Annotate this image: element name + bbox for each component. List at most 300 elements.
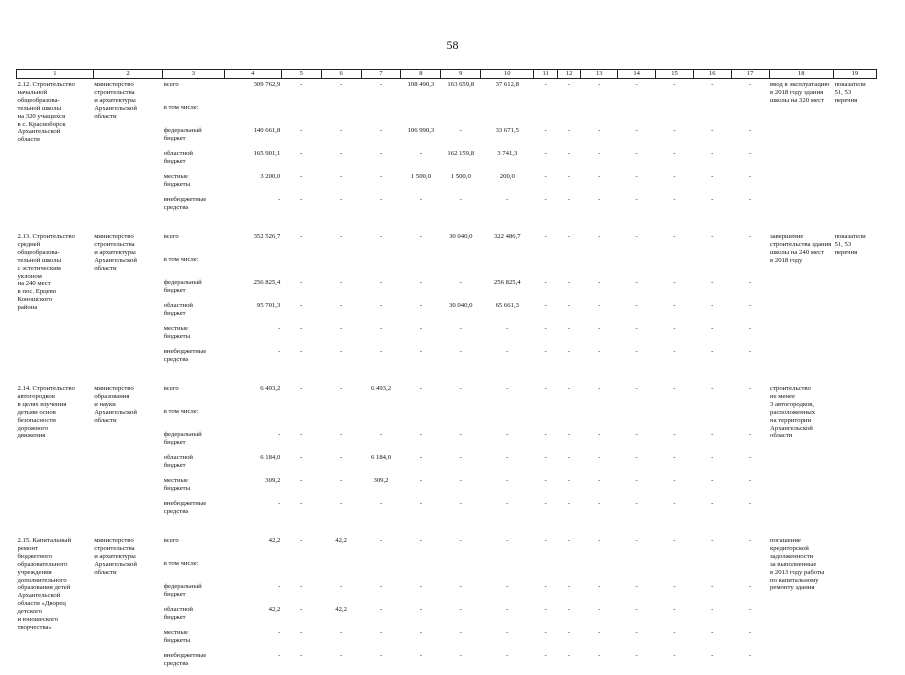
value-cell-col-10: - (506, 477, 509, 484)
funding-source-cell: всего (163, 537, 179, 544)
value-cell-col-11 (534, 256, 558, 279)
value-cell-col-17: - (748, 127, 752, 134)
value-cell-col-4: 95 701,3 (256, 302, 281, 309)
value-cell-col-15: - (673, 652, 676, 659)
value-cell-col-13: - (598, 606, 601, 613)
value-cell-col-6: - (340, 279, 343, 286)
value-cell-col-4: - (278, 583, 281, 590)
column-number-13: 13 (581, 70, 618, 79)
value-cell-col-11: - (544, 629, 547, 636)
value-cell-col-4: 140 661,8 (253, 127, 281, 134)
value-cell-col-8 (401, 408, 441, 431)
value-cell-col-4: - (278, 196, 281, 203)
column-number-18: 18 (769, 70, 833, 79)
value-cell-col-14: - (635, 81, 638, 88)
value-cell-col-10: - (506, 431, 509, 438)
column-number-11: 11 (534, 70, 558, 79)
funding-source-cell: всего (163, 81, 179, 88)
value-cell-col-7: - (379, 279, 383, 286)
value-cell-col-15: - (673, 629, 676, 636)
value-cell-col-13: - (598, 431, 601, 438)
value-cell-col-5: - (300, 150, 303, 157)
value-cell-col-13: - (598, 583, 601, 590)
value-cell-col-12: - (568, 431, 571, 438)
section-spacer (17, 371, 877, 383)
value-cell-col-17: - (748, 652, 752, 659)
indicator-reference-cell (833, 535, 876, 675)
funding-source-cell: в том числе: (163, 256, 199, 263)
value-cell-col-6: - (340, 127, 343, 134)
value-cell-col-16: - (711, 606, 714, 613)
value-cell-col-12: - (568, 537, 571, 544)
value-cell-col-11 (534, 408, 558, 431)
column-number-16: 16 (693, 70, 731, 79)
value-cell-col-5: - (300, 454, 303, 461)
value-cell-col-9: - (459, 652, 462, 659)
value-cell-col-17: - (748, 431, 752, 438)
value-cell-col-15: - (673, 431, 676, 438)
value-cell-col-4: 6 493,2 (260, 385, 281, 392)
value-cell-col-6: 42,2 (335, 537, 347, 544)
funding-source-cell: местные бюджеты (163, 477, 191, 492)
value-cell-col-15: - (673, 173, 676, 180)
value-cell-col-5 (281, 256, 321, 279)
value-cell-col-6: - (340, 652, 343, 659)
value-cell-col-9: - (459, 279, 462, 286)
value-cell-col-11: - (544, 454, 547, 461)
value-cell-col-6: - (340, 385, 343, 392)
value-cell-col-16: - (711, 454, 714, 461)
table-row (17, 79, 877, 105)
value-cell-col-10 (481, 256, 534, 279)
value-cell-col-13: - (598, 81, 601, 88)
value-cell-col-6: - (340, 150, 343, 157)
value-cell-col-14: - (635, 127, 638, 134)
value-cell-col-17: - (748, 302, 752, 309)
expected-result-cell: завершение строительства здания школы на 240 мест в 2018 году (770, 233, 832, 264)
value-cell-col-16: - (711, 629, 714, 636)
value-cell-col-15: - (673, 385, 676, 392)
program-budget-table (16, 69, 877, 675)
value-cell-col-6: - (340, 348, 343, 355)
value-cell-col-6: - (340, 583, 343, 590)
value-cell-col-16: - (711, 325, 714, 332)
value-cell-col-12: - (568, 500, 571, 507)
value-cell-col-14: - (635, 606, 638, 613)
value-cell-col-5: - (300, 81, 303, 88)
column-number-15: 15 (656, 70, 694, 79)
value-cell-col-16: - (711, 233, 714, 240)
value-cell-col-16: - (711, 500, 714, 507)
column-number-3: 3 (163, 70, 224, 79)
value-cell-col-11: - (544, 652, 547, 659)
value-cell-col-9: - (459, 127, 462, 134)
value-cell-col-13: - (598, 173, 601, 180)
funding-source-cell: внебюджетные средства (163, 652, 207, 667)
value-cell-col-17: - (748, 348, 752, 355)
value-cell-col-12: - (568, 196, 571, 203)
value-cell-col-11: - (544, 233, 547, 240)
value-cell-col-7: - (379, 652, 383, 659)
value-cell-col-16: - (711, 385, 714, 392)
expected-result-cell: ввод в эксплуатацию в 2018 году здания школы на 320 мест (770, 81, 830, 104)
value-cell-col-5: - (300, 477, 303, 484)
value-cell-col-17: - (748, 454, 752, 461)
value-cell-col-4: 256 825,4 (253, 279, 281, 286)
responsible-executor-cell: министерство строительства и архитектуры Архангельской области (94, 537, 137, 576)
value-cell-col-10 (481, 560, 534, 583)
value-cell-col-8: - (419, 348, 422, 355)
value-cell-col-7: - (379, 431, 383, 438)
value-cell-col-7: - (379, 500, 383, 507)
value-cell-col-5: - (300, 652, 303, 659)
value-cell-col-14: - (635, 196, 638, 203)
page-number: 58 (446, 38, 459, 52)
value-cell-col-6: - (340, 500, 343, 507)
value-cell-col-7: - (379, 606, 383, 613)
value-cell-col-6 (321, 256, 361, 279)
value-cell-col-5: - (300, 385, 303, 392)
value-cell-col-7: - (379, 537, 383, 544)
value-cell-col-6: - (340, 629, 343, 636)
value-cell-col-6 (321, 104, 361, 127)
value-cell-col-14: - (635, 325, 638, 332)
value-cell-col-14: - (635, 279, 638, 286)
value-cell-col-15: - (673, 454, 676, 461)
column-number-row (17, 70, 877, 79)
value-cell-col-12 (557, 560, 581, 583)
value-cell-col-15: - (673, 81, 676, 88)
value-cell-col-11: - (544, 127, 547, 134)
project-name-cell: 2.14. Строительство автогородков в целях изучения детьми основ безопасности дорожного движения (17, 385, 75, 440)
value-cell-col-14: - (635, 500, 638, 507)
value-cell-col-9: - (459, 325, 462, 332)
responsible-executor-cell: министерство образования и науки Архангельской области (94, 385, 137, 424)
value-cell-col-9 (441, 104, 481, 127)
value-cell-col-11: - (544, 385, 547, 392)
funding-source-cell: всего (163, 233, 179, 240)
value-cell-col-12: - (568, 629, 571, 636)
value-cell-col-12: - (568, 325, 571, 332)
funding-source-cell: федеральный бюджет (163, 431, 202, 446)
value-cell-col-15: - (673, 325, 676, 332)
value-cell-col-5: - (300, 196, 303, 203)
value-cell-col-6 (321, 560, 361, 583)
value-cell-col-15: - (673, 196, 676, 203)
value-cell-col-16: - (711, 81, 714, 88)
value-cell-col-4: - (278, 652, 281, 659)
value-cell-col-10: - (506, 325, 509, 332)
value-cell-col-6: - (340, 454, 343, 461)
expected-result-cell: строительство не менее 3 автогородков, расположенных на территории Архангельской области (770, 385, 816, 440)
value-cell-col-9: 162 159,8 (447, 150, 475, 157)
value-cell-col-17 (731, 408, 769, 431)
value-cell-col-14 (618, 408, 656, 431)
indicator-reference-cell: показатели 51, 53 перечня (834, 81, 866, 104)
funding-source-cell: всего (163, 385, 179, 392)
value-cell-col-12: - (568, 583, 571, 590)
value-cell-col-17: - (748, 583, 752, 590)
value-cell-col-7: - (379, 348, 383, 355)
value-cell-col-10: 65 661,3 (495, 302, 519, 309)
value-cell-col-17 (731, 560, 769, 583)
value-cell-col-5: - (300, 279, 303, 286)
value-cell-col-8: - (419, 652, 422, 659)
value-cell-col-13: - (598, 279, 601, 286)
value-cell-col-17: - (748, 537, 752, 544)
value-cell-col-6: 42,2 (335, 606, 347, 613)
value-cell-col-16: - (711, 196, 714, 203)
value-cell-col-9: - (459, 537, 462, 544)
value-cell-col-9: - (459, 629, 462, 636)
value-cell-col-4: 165 901,1 (253, 150, 281, 157)
value-cell-col-6: - (340, 173, 343, 180)
value-cell-col-5: - (300, 127, 303, 134)
value-cell-col-11: - (544, 477, 547, 484)
value-cell-col-11: - (544, 500, 547, 507)
funding-source-cell: федеральный бюджет (163, 127, 202, 142)
value-cell-col-7: - (379, 127, 383, 134)
value-cell-col-15: - (673, 279, 676, 286)
value-cell-col-13: - (598, 302, 601, 309)
value-cell-col-17: - (748, 150, 752, 157)
value-cell-col-11: - (544, 150, 547, 157)
value-cell-col-14 (618, 560, 656, 583)
value-cell-col-10 (481, 408, 534, 431)
value-cell-col-9: - (459, 196, 462, 203)
value-cell-col-13: - (598, 500, 601, 507)
column-number-7: 7 (361, 70, 401, 79)
value-cell-col-10: - (506, 454, 509, 461)
value-cell-col-8: - (419, 233, 422, 240)
value-cell-col-11: - (544, 302, 547, 309)
value-cell-col-7: - (379, 150, 383, 157)
value-cell-col-14: - (635, 537, 638, 544)
value-cell-col-8: - (419, 629, 422, 636)
value-cell-col-9: 30 040,0 (449, 233, 473, 240)
column-number-1: 1 (17, 70, 94, 79)
value-cell-col-10: - (506, 583, 509, 590)
value-cell-col-4 (224, 104, 281, 127)
value-cell-col-4: - (278, 348, 281, 355)
value-cell-col-10: - (506, 652, 509, 659)
value-cell-col-14 (618, 256, 656, 279)
value-cell-col-13: - (598, 385, 601, 392)
value-cell-col-8 (401, 560, 441, 583)
value-cell-col-8: - (419, 196, 422, 203)
column-number-12: 12 (557, 70, 581, 79)
value-cell-col-6: - (340, 431, 343, 438)
value-cell-col-13: - (598, 652, 601, 659)
value-cell-col-11: - (544, 431, 547, 438)
value-cell-col-6: - (340, 325, 343, 332)
value-cell-col-16: - (711, 348, 714, 355)
column-number-8: 8 (401, 70, 441, 79)
value-cell-col-10: 200,0 (499, 173, 515, 180)
value-cell-col-13: - (598, 196, 601, 203)
value-cell-col-4: - (278, 629, 281, 636)
value-cell-col-15 (656, 560, 694, 583)
value-cell-col-5 (281, 560, 321, 583)
value-cell-col-9: 163 659,8 (447, 81, 475, 88)
value-cell-col-16 (693, 104, 731, 127)
value-cell-col-10: 322 486,7 (493, 233, 521, 240)
project-name-cell: 2.12. Строительство начальной общеобразова- тельной школы на 320 учащихся в с. Красноборск Архангельской области (17, 81, 75, 144)
value-cell-col-6: - (340, 477, 343, 484)
indicator-reference-cell (833, 383, 876, 523)
value-cell-col-14: - (635, 173, 638, 180)
value-cell-col-9 (441, 256, 481, 279)
value-cell-col-13: - (598, 454, 601, 461)
value-cell-col-5: - (300, 173, 303, 180)
value-cell-col-13: - (598, 348, 601, 355)
value-cell-col-12: - (568, 606, 571, 613)
value-cell-col-11: - (544, 348, 547, 355)
value-cell-col-4: 6 184,0 (260, 454, 281, 461)
value-cell-col-8: - (419, 583, 422, 590)
value-cell-col-12: - (568, 454, 571, 461)
value-cell-col-11: - (544, 325, 547, 332)
value-cell-col-17: - (748, 196, 752, 203)
funding-source-cell: внебюджетные средства (163, 348, 207, 363)
value-cell-col-16: - (711, 279, 714, 286)
value-cell-col-14: - (635, 652, 638, 659)
value-cell-col-7: - (379, 629, 383, 636)
value-cell-col-16 (693, 560, 731, 583)
value-cell-col-15: - (673, 348, 676, 355)
value-cell-col-17: - (748, 325, 752, 332)
value-cell-col-11 (534, 104, 558, 127)
value-cell-col-15 (656, 104, 694, 127)
value-cell-col-17 (731, 256, 769, 279)
section-spacer (17, 219, 877, 231)
value-cell-col-17: - (748, 500, 752, 507)
value-cell-col-14: - (635, 302, 638, 309)
value-cell-col-17: - (748, 385, 752, 392)
value-cell-col-9 (441, 408, 481, 431)
value-cell-col-8 (401, 104, 441, 127)
value-cell-col-13 (581, 560, 618, 583)
value-cell-col-15: - (673, 500, 676, 507)
value-cell-col-5: - (300, 431, 303, 438)
value-cell-col-16: - (711, 127, 714, 134)
column-number-4: 4 (224, 70, 281, 79)
value-cell-col-14 (618, 104, 656, 127)
value-cell-col-8 (401, 256, 441, 279)
value-cell-col-16: - (711, 302, 714, 309)
value-cell-col-14: - (635, 629, 638, 636)
value-cell-col-4: - (278, 500, 281, 507)
value-cell-col-8: 106 990,3 (407, 127, 435, 134)
column-number-19: 19 (833, 70, 876, 79)
column-number-14: 14 (618, 70, 656, 79)
value-cell-col-5: - (300, 325, 303, 332)
value-cell-col-4 (224, 408, 281, 431)
value-cell-col-17: - (748, 477, 752, 484)
value-cell-col-6: - (340, 302, 343, 309)
value-cell-col-8: - (419, 385, 422, 392)
value-cell-col-15: - (673, 477, 676, 484)
value-cell-col-13 (581, 256, 618, 279)
value-cell-col-14: - (635, 348, 638, 355)
value-cell-col-9: - (459, 431, 462, 438)
value-cell-col-13 (581, 104, 618, 127)
funding-source-cell: местные бюджеты (163, 629, 191, 644)
value-cell-col-7: - (379, 173, 383, 180)
value-cell-col-6: - (340, 81, 343, 88)
value-cell-col-12: - (568, 81, 571, 88)
value-cell-col-17: - (748, 233, 752, 240)
table-row (17, 535, 877, 560)
funding-source-cell: областной бюджет (163, 150, 193, 165)
section-spacer (17, 523, 877, 535)
value-cell-col-16: - (711, 583, 714, 590)
value-cell-col-10: - (506, 537, 509, 544)
value-cell-col-12: - (568, 477, 571, 484)
value-cell-col-11: - (544, 279, 547, 286)
value-cell-col-9: - (459, 606, 462, 613)
value-cell-col-14: - (635, 583, 638, 590)
table-row (17, 383, 877, 408)
funding-source-cell: в том числе: (163, 408, 199, 415)
value-cell-col-8: - (419, 606, 422, 613)
value-cell-col-5: - (300, 302, 303, 309)
value-cell-col-12: - (568, 150, 571, 157)
value-cell-col-16: - (711, 150, 714, 157)
value-cell-col-11: - (544, 196, 547, 203)
value-cell-col-7 (361, 408, 401, 431)
value-cell-col-14: - (635, 150, 638, 157)
value-cell-col-5: - (300, 233, 303, 240)
value-cell-col-4 (224, 256, 281, 279)
value-cell-col-5 (281, 104, 321, 127)
funding-source-cell: областной бюджет (163, 606, 193, 621)
value-cell-col-7: - (379, 325, 383, 332)
value-cell-col-9: - (459, 348, 462, 355)
table-row (17, 231, 877, 256)
value-cell-col-13: - (598, 629, 601, 636)
funding-source-cell: местные бюджеты (163, 325, 191, 340)
value-cell-col-8: - (419, 477, 422, 484)
value-cell-col-16 (693, 408, 731, 431)
value-cell-col-17: - (748, 173, 752, 180)
value-cell-col-10: 256 825,4 (493, 279, 521, 286)
value-cell-col-11: - (544, 537, 547, 544)
responsible-executor-cell: министерство строительства и архитектуры Архангельской области (94, 233, 137, 272)
value-cell-col-13: - (598, 127, 601, 134)
value-cell-col-12 (557, 408, 581, 431)
value-cell-col-16: - (711, 537, 714, 544)
value-cell-col-15: - (673, 127, 676, 134)
value-cell-col-12: - (568, 127, 571, 134)
value-cell-col-7: - (379, 81, 383, 88)
column-number-5: 5 (281, 70, 321, 79)
value-cell-col-12: - (568, 279, 571, 286)
value-cell-col-13: - (598, 150, 601, 157)
value-cell-col-12: - (568, 348, 571, 355)
value-cell-col-12: - (568, 302, 571, 309)
column-number-9: 9 (441, 70, 481, 79)
value-cell-col-8: 108 490,3 (407, 81, 435, 88)
value-cell-col-10: - (506, 348, 509, 355)
value-cell-col-14: - (635, 233, 638, 240)
value-cell-col-13: - (598, 537, 601, 544)
value-cell-col-7: 6 184,0 (370, 454, 392, 461)
value-cell-col-13: - (598, 325, 601, 332)
value-cell-col-8: 1 500,0 (410, 173, 431, 180)
value-cell-col-14: - (635, 477, 638, 484)
value-cell-col-6: - (340, 196, 343, 203)
